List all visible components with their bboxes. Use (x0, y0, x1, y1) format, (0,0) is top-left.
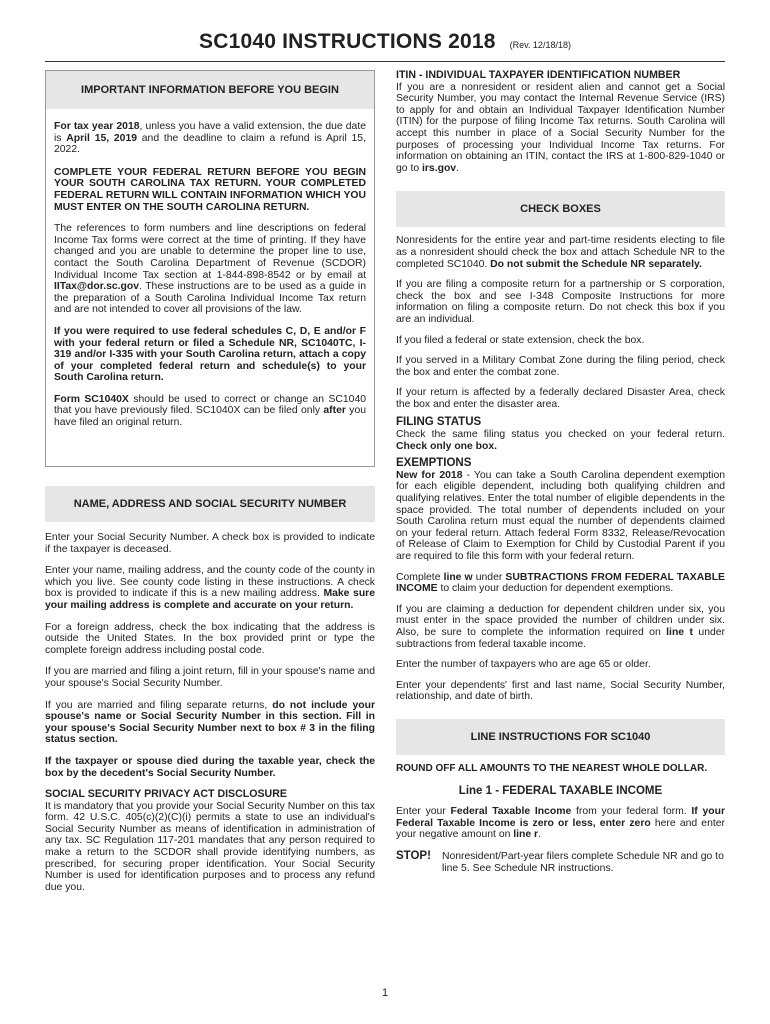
itin-paragraph: If you are a nonresident or resident alien and cannot get a Social Security Number, you may contact the Internal Revenue Service (IRS) to apply for and obtain an Individual Taxpayer Identification Number (ITIN) for the purpose of filing Income Tax returns. South Carolina will accept this number in place of a Social Security Number for the purposes of processing your Individual Income Tax returns. For information on obtaining an ITIN, contact the IRS at 1-800-829-1040 or go to irs.gov. (396, 81, 725, 174)
complete-federal-paragraph: COMPLETE YOUR FEDERAL RETURN BEFORE YOU BEGIN YOUR SOUTH CAROLINA TAX RETURN. YOUR COMPLETED FEDERAL RETURN WILL CONTAIN INFORMATION WHICH YOU MUST ENTER ON THE SOUTH CAROLINA RETURN. (54, 166, 366, 213)
foreign-address-paragraph: For a foreign address, check the box indicating that the address is outside the United States. In the box provided print or type the complete foreign address including postal code. (45, 621, 375, 656)
important-info-heading: IMPORTANT INFORMATION BEFORE YOU BEGIN (46, 71, 374, 109)
line-w-paragraph: Complete line w under SUBTRACTIONS FROM FEDERAL TAXABLE INCOME to claim your deduction for dependent exemptions. (396, 571, 725, 595)
sc1040x-paragraph: Form SC1040X should be used to correct or change an SC1040 that you have previously filed. SC1040X can be filed only after you have filed an original return. (54, 393, 367, 429)
privacy-act-heading: SOCIAL SECURITY PRIVACY ACT DISCLOSURE (45, 788, 287, 801)
extension-paragraph: If you filed a federal or state extension, check the box. (396, 334, 645, 346)
references-paragraph: The references to form numbers and line descriptions on federal Income Tax forms were correct at the time of printing. If they have changed and you are unable to determine the proper line to use, contact the South Carolina Department of Revenue (SCDOR) Individual Income Tax section at 1-844-898-8542 or by email at IITax@dor.sc.gov. These instructions are to be used as a guide in the preparation of a South Carolina Individual Income Tax return and are not intended to cover all provisions of the law. (54, 223, 366, 316)
age-65-paragraph: Enter the number of taxpayers who are age 65 or older. (396, 659, 651, 671)
due-date-paragraph: For tax year 2018, unless you have a valid extension, the due date is April 15, 2019 and the deadline to claim a refund is April 15, 2022. (54, 121, 366, 156)
line1-paragraph: Enter your Federal Taxable Income from your federal form. If your Federal Taxable Income is zero or less, enter zero here and enter your negative amount on line r. (396, 806, 725, 841)
email-link[interactable]: IITax@dor.sc.gov (54, 281, 140, 293)
name-address-heading: NAME, ADDRESS AND SOCIAL SECURITY NUMBER (45, 486, 375, 522)
ssn-paragraph: Enter your Social Security Number. A check box is provided to indicate if the taxpayer is deceased. (45, 532, 375, 555)
irs-link[interactable]: irs.gov (422, 162, 457, 174)
nonresident-paragraph: Nonresidents for the entire year and part-time residents electing to file as a nonresident should check the box and attach Schedule NR to the completed SC1040. Do not submit the Schedule NR separately. (396, 235, 725, 270)
right-column (396, 70, 725, 874)
joint-return-paragraph: If you are married and filing a joint return, fill in your spouse's name and your spouse's Social Security Number. (45, 666, 375, 689)
check-boxes-heading: CHECK BOXES (396, 191, 725, 227)
page-number: 1 (381, 987, 389, 999)
composite-paragraph: If you are filing a composite return for a partnership or S corporation, check the box and see I-348 Composite Instructions for more information on filing a composite return. Do not check this box if you are an individual. (396, 279, 725, 325)
exemptions-heading: EXEMPTIONS (396, 457, 472, 470)
federal-schedules-paragraph: If you were required to use federal schedules C, D, E and/or F with your federal return or filed a Schedule NR, SC1040TC, I-319 and/or I-335 with your South Carolina return, attach a copy of your completed federal return and schedule(s) to your South Carolina return. (54, 325, 366, 384)
disaster-area-paragraph: If your return is affected by a federally declared Disaster Area, check the box and enter the disaster area. (396, 387, 725, 410)
mailing-address-paragraph: Enter your name, mailing address, and the county code of the county in which you live. See county code listing in these instructions. A check box is provided to indicate if this is a new mailing address. Make sure your mailing address is complete and accurate on your return. (45, 565, 376, 611)
page-title (0, 30, 770, 53)
stop-label: STOP! (396, 849, 431, 862)
title-rule (45, 61, 725, 62)
document-title: SC1040 INSTRUCTIONS 2018 (199, 30, 496, 53)
stop-text: Nonresident/Part-year filers complete Schedule NR and go to line 5. See Schedule NR instructions. (442, 850, 724, 874)
filing-status-heading: FILING STATUS (396, 416, 482, 429)
dependents-info-paragraph: Enter your dependents' first and last name, Social Security Number, relationship, and date of birth. (396, 679, 725, 703)
filing-status-paragraph: Check the same filing status you checked on your federal return. Check only one box. (396, 429, 725, 452)
separate-return-paragraph: If you are married and filing separate returns, do not include your spouse's name or Social Security Number in this section. Fill in your spouse's Social Security Number next to box # 3 in the filing status section. (45, 699, 375, 746)
under-six-paragraph: If you are claiming a deduction for dependent children under six, you must enter in the space provided the number of children under six. Also, be sure to complete the information required on line t under subtractions from federal taxable income. (396, 603, 725, 650)
line1-heading: Line 1 - FEDERAL TAXABLE INCOME (458, 784, 663, 797)
itin-heading: ITIN - INDIVIDUAL TAXPAYER IDENTIFICATION NUMBER (396, 69, 681, 81)
round-off-note: ROUND OFF ALL AMOUNTS TO THE NEAREST WHOLE DOLLAR. (396, 762, 708, 774)
stop-note (396, 851, 725, 874)
left-column (45, 70, 375, 893)
deceased-paragraph: If the taxpayer or spouse died during the taxable year, check the box by the decedent's Social Security Number. (45, 755, 375, 779)
new-dependent-paragraph: New for 2018 - You can take a South Carolina dependent exemption for each eligible dependent, including both qualifying children and qualifying relatives. Enter the total number of eligible dependents in the space provided. The total number of dependents included on your South Carolina return must equal the number of dependents claimed on your federal return. Attach federal Form 8332, Release/Revocation of Release of Claim to Exemption for Child by Custodial Parent if you are required to file this form with your federal return. (396, 469, 725, 562)
revision-date: (Rev. 12/18/18) (509, 40, 571, 50)
important-info-box (45, 70, 375, 467)
line-instructions-heading: LINE INSTRUCTIONS FOR SC1040 (396, 719, 725, 755)
privacy-act-paragraph: It is mandatory that you provide your Social Security Number on this tax form. 42 U.S.C. 405(c)(2)(C)(i) permits a state to use an individual's Social Security Number as means of identification in administration of any tax. SC Regulation 117-201 mandates that any person required to make a return to the SCDOR shall provide identifying numbers, as prescribed, for securing proper identification. Your Social Security Number is used for identification purposes and to process any refund due you. (45, 800, 375, 893)
combat-zone-paragraph: If you served in a Military Combat Zone during the filing period, check the box and enter the combat zone. (396, 355, 725, 378)
